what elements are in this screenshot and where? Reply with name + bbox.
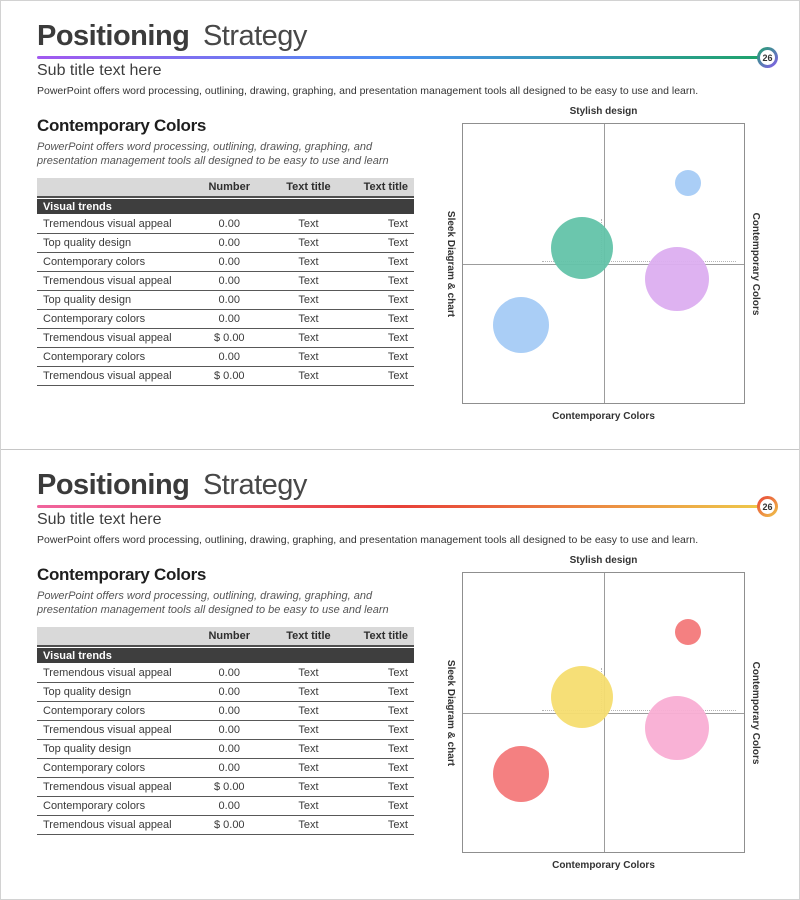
table-row (37, 253, 414, 272)
row-text-2: Text (387, 781, 408, 793)
row-text-1: Text (298, 686, 319, 698)
row-number: 0.00 (218, 256, 240, 268)
row-label: Top quality design (43, 686, 132, 698)
row-text-2: Text (387, 743, 408, 755)
table-row (37, 816, 414, 835)
page-number-badge: 26 (757, 496, 778, 517)
row-number: $ 0.00 (213, 819, 245, 831)
row-label: Contemporary colors (43, 705, 146, 717)
row-text-1: Text (298, 256, 319, 268)
page-title (37, 19, 307, 53)
row-text-1: Text (298, 294, 319, 306)
chart-label-top: Stylish design (569, 555, 638, 566)
table-row (37, 329, 414, 348)
chart-label-top: Stylish design (569, 106, 638, 117)
table-row (37, 367, 414, 386)
bubble-bottom-left (493, 746, 549, 802)
row-text-2: Text (387, 705, 408, 717)
table-header-row (37, 178, 414, 198)
row-label: Top quality design (43, 743, 132, 755)
slide-2 (1, 450, 799, 899)
table-row (37, 215, 414, 234)
row-text-2: Text (387, 686, 408, 698)
bubble-center (551, 666, 613, 728)
table-row (37, 291, 414, 310)
table-row (37, 740, 414, 759)
row-number: 0.00 (218, 686, 240, 698)
section-description: PowerPoint offers word processing, outlining, drawing, graphing, and presentation management tools all designed to be easy to use and learn (37, 141, 389, 167)
row-number: 0.00 (218, 800, 240, 812)
bubble-right (645, 247, 709, 311)
row-label: Tremendous visual appeal (43, 275, 172, 287)
page-title-light: Strategy (202, 469, 307, 501)
table-header-cell: Text title (363, 630, 408, 642)
page-title-bold: Positioning (37, 469, 190, 501)
table-row (37, 797, 414, 816)
row-label: Tremendous visual appeal (43, 370, 172, 382)
table-header-cell: Number (208, 630, 251, 642)
chart-label-bottom: Contemporary Colors (552, 411, 655, 422)
row-number: 0.00 (218, 762, 240, 774)
table-header-cell: Text title (286, 630, 331, 642)
row-label: Tremendous visual appeal (43, 724, 172, 736)
row-text-1: Text (298, 743, 319, 755)
table-row (37, 234, 414, 253)
slide-subtitle: Sub title text here (37, 62, 162, 79)
table-section-row: Visual trends (37, 647, 414, 664)
row-label: Contemporary colors (43, 313, 146, 325)
slide-subtitle: Sub title text here (37, 511, 162, 528)
row-number: $ 0.00 (213, 332, 245, 344)
table-row (37, 272, 414, 291)
row-number: 0.00 (218, 667, 240, 679)
row-text-2: Text (387, 667, 408, 679)
table-row (37, 759, 414, 778)
slide-description: PowerPoint offers word processing, outlining, drawing, graphing, and presentation management tools all designed to be easy to use and learn. (37, 85, 699, 97)
row-text-2: Text (387, 724, 408, 736)
row-label: Contemporary colors (43, 800, 146, 812)
chart-label-right: Contemporary Colors (750, 212, 761, 315)
page-title-bold: Positioning (37, 20, 190, 52)
row-number: $ 0.00 (213, 781, 245, 793)
bubble-center (551, 217, 613, 279)
bubble-right (645, 696, 709, 760)
title-gradient-rule (37, 56, 760, 59)
row-text-1: Text (298, 667, 319, 679)
section-heading: Contemporary Colors (37, 565, 207, 584)
bubble-bottom-left (493, 297, 549, 353)
table-row (37, 778, 414, 797)
row-text-2: Text (387, 762, 408, 774)
table-header-cell: Text title (286, 181, 331, 193)
row-label: Top quality design (43, 294, 132, 306)
row-label: Tremendous visual appeal (43, 819, 172, 831)
row-label: Tremendous visual appeal (43, 218, 172, 230)
table-row (37, 348, 414, 367)
page-title-light: Strategy (202, 20, 307, 52)
row-text-1: Text (298, 762, 319, 774)
page-number-badge: 26 (757, 47, 778, 68)
chart-label-bottom: Contemporary Colors (552, 860, 655, 871)
quadrant-bubble-chart (445, 555, 761, 871)
table-row (37, 310, 414, 329)
row-text-1: Text (298, 781, 319, 793)
slide-description: PowerPoint offers word processing, outlining, drawing, graphing, and presentation management tools all designed to be easy to use and learn. (37, 534, 699, 546)
row-text-1: Text (298, 237, 319, 249)
row-text-1: Text (298, 370, 319, 382)
bubble-top-right (675, 170, 701, 196)
row-text-2: Text (387, 800, 408, 812)
row-number: $ 0.00 (213, 370, 245, 382)
chart-label-right: Contemporary Colors (750, 661, 761, 764)
row-text-1: Text (298, 705, 319, 717)
table-row (37, 702, 414, 721)
row-text-2: Text (387, 351, 408, 363)
table-section-row: Visual trends (37, 198, 414, 215)
row-number: 0.00 (218, 351, 240, 363)
chart-plot-area (462, 572, 745, 853)
row-text-1: Text (298, 819, 319, 831)
table-body (37, 215, 414, 386)
row-number: 0.00 (218, 275, 240, 287)
row-text-1: Text (298, 275, 319, 287)
row-text-1: Text (298, 800, 319, 812)
title-gradient-rule (37, 505, 760, 508)
row-label: Tremendous visual appeal (43, 332, 172, 344)
table-header-row (37, 627, 414, 647)
table-row (37, 664, 414, 683)
chart-plot-area (462, 123, 745, 404)
row-label: Tremendous visual appeal (43, 667, 172, 679)
row-text-2: Text (387, 256, 408, 268)
page-title (37, 468, 307, 502)
table-header-cell: Number (208, 181, 251, 193)
row-number: 0.00 (218, 237, 240, 249)
row-text-2: Text (387, 275, 408, 287)
quadrant-bubble-chart (445, 106, 761, 422)
chart-label-left: Sleek Diagram & chart (445, 210, 456, 317)
table-body (37, 664, 414, 835)
section-heading: Contemporary Colors (37, 116, 207, 135)
row-text-2: Text (387, 819, 408, 831)
data-table (37, 627, 414, 835)
row-text-2: Text (387, 294, 408, 306)
row-number: 0.00 (218, 743, 240, 755)
row-text-1: Text (298, 218, 319, 230)
row-text-2: Text (387, 313, 408, 325)
bubble-layer (463, 573, 744, 852)
row-label: Contemporary colors (43, 762, 146, 774)
row-number: 0.00 (218, 724, 240, 736)
row-text-2: Text (387, 218, 408, 230)
table-header-cell: Text title (363, 181, 408, 193)
row-text-2: Text (387, 370, 408, 382)
bubble-layer (463, 124, 744, 403)
row-number: 0.00 (218, 294, 240, 306)
row-number: 0.00 (218, 313, 240, 325)
table-row (37, 721, 414, 740)
row-text-1: Text (298, 313, 319, 325)
table-row (37, 683, 414, 702)
row-text-2: Text (387, 332, 408, 344)
row-text-1: Text (298, 351, 319, 363)
row-text-1: Text (298, 332, 319, 344)
slide-1 (1, 1, 799, 450)
bubble-top-right (675, 619, 701, 645)
row-label: Contemporary colors (43, 256, 146, 268)
row-text-1: Text (298, 724, 319, 736)
chart-label-left: Sleek Diagram & chart (445, 659, 456, 766)
row-label: Top quality design (43, 237, 132, 249)
row-number: 0.00 (218, 218, 240, 230)
data-table (37, 178, 414, 386)
row-label: Contemporary colors (43, 351, 146, 363)
row-text-2: Text (387, 237, 408, 249)
row-label: Tremendous visual appeal (43, 781, 172, 793)
section-description: PowerPoint offers word processing, outlining, drawing, graphing, and presentation management tools all designed to be easy to use and learn (37, 590, 389, 616)
row-number: 0.00 (218, 705, 240, 717)
